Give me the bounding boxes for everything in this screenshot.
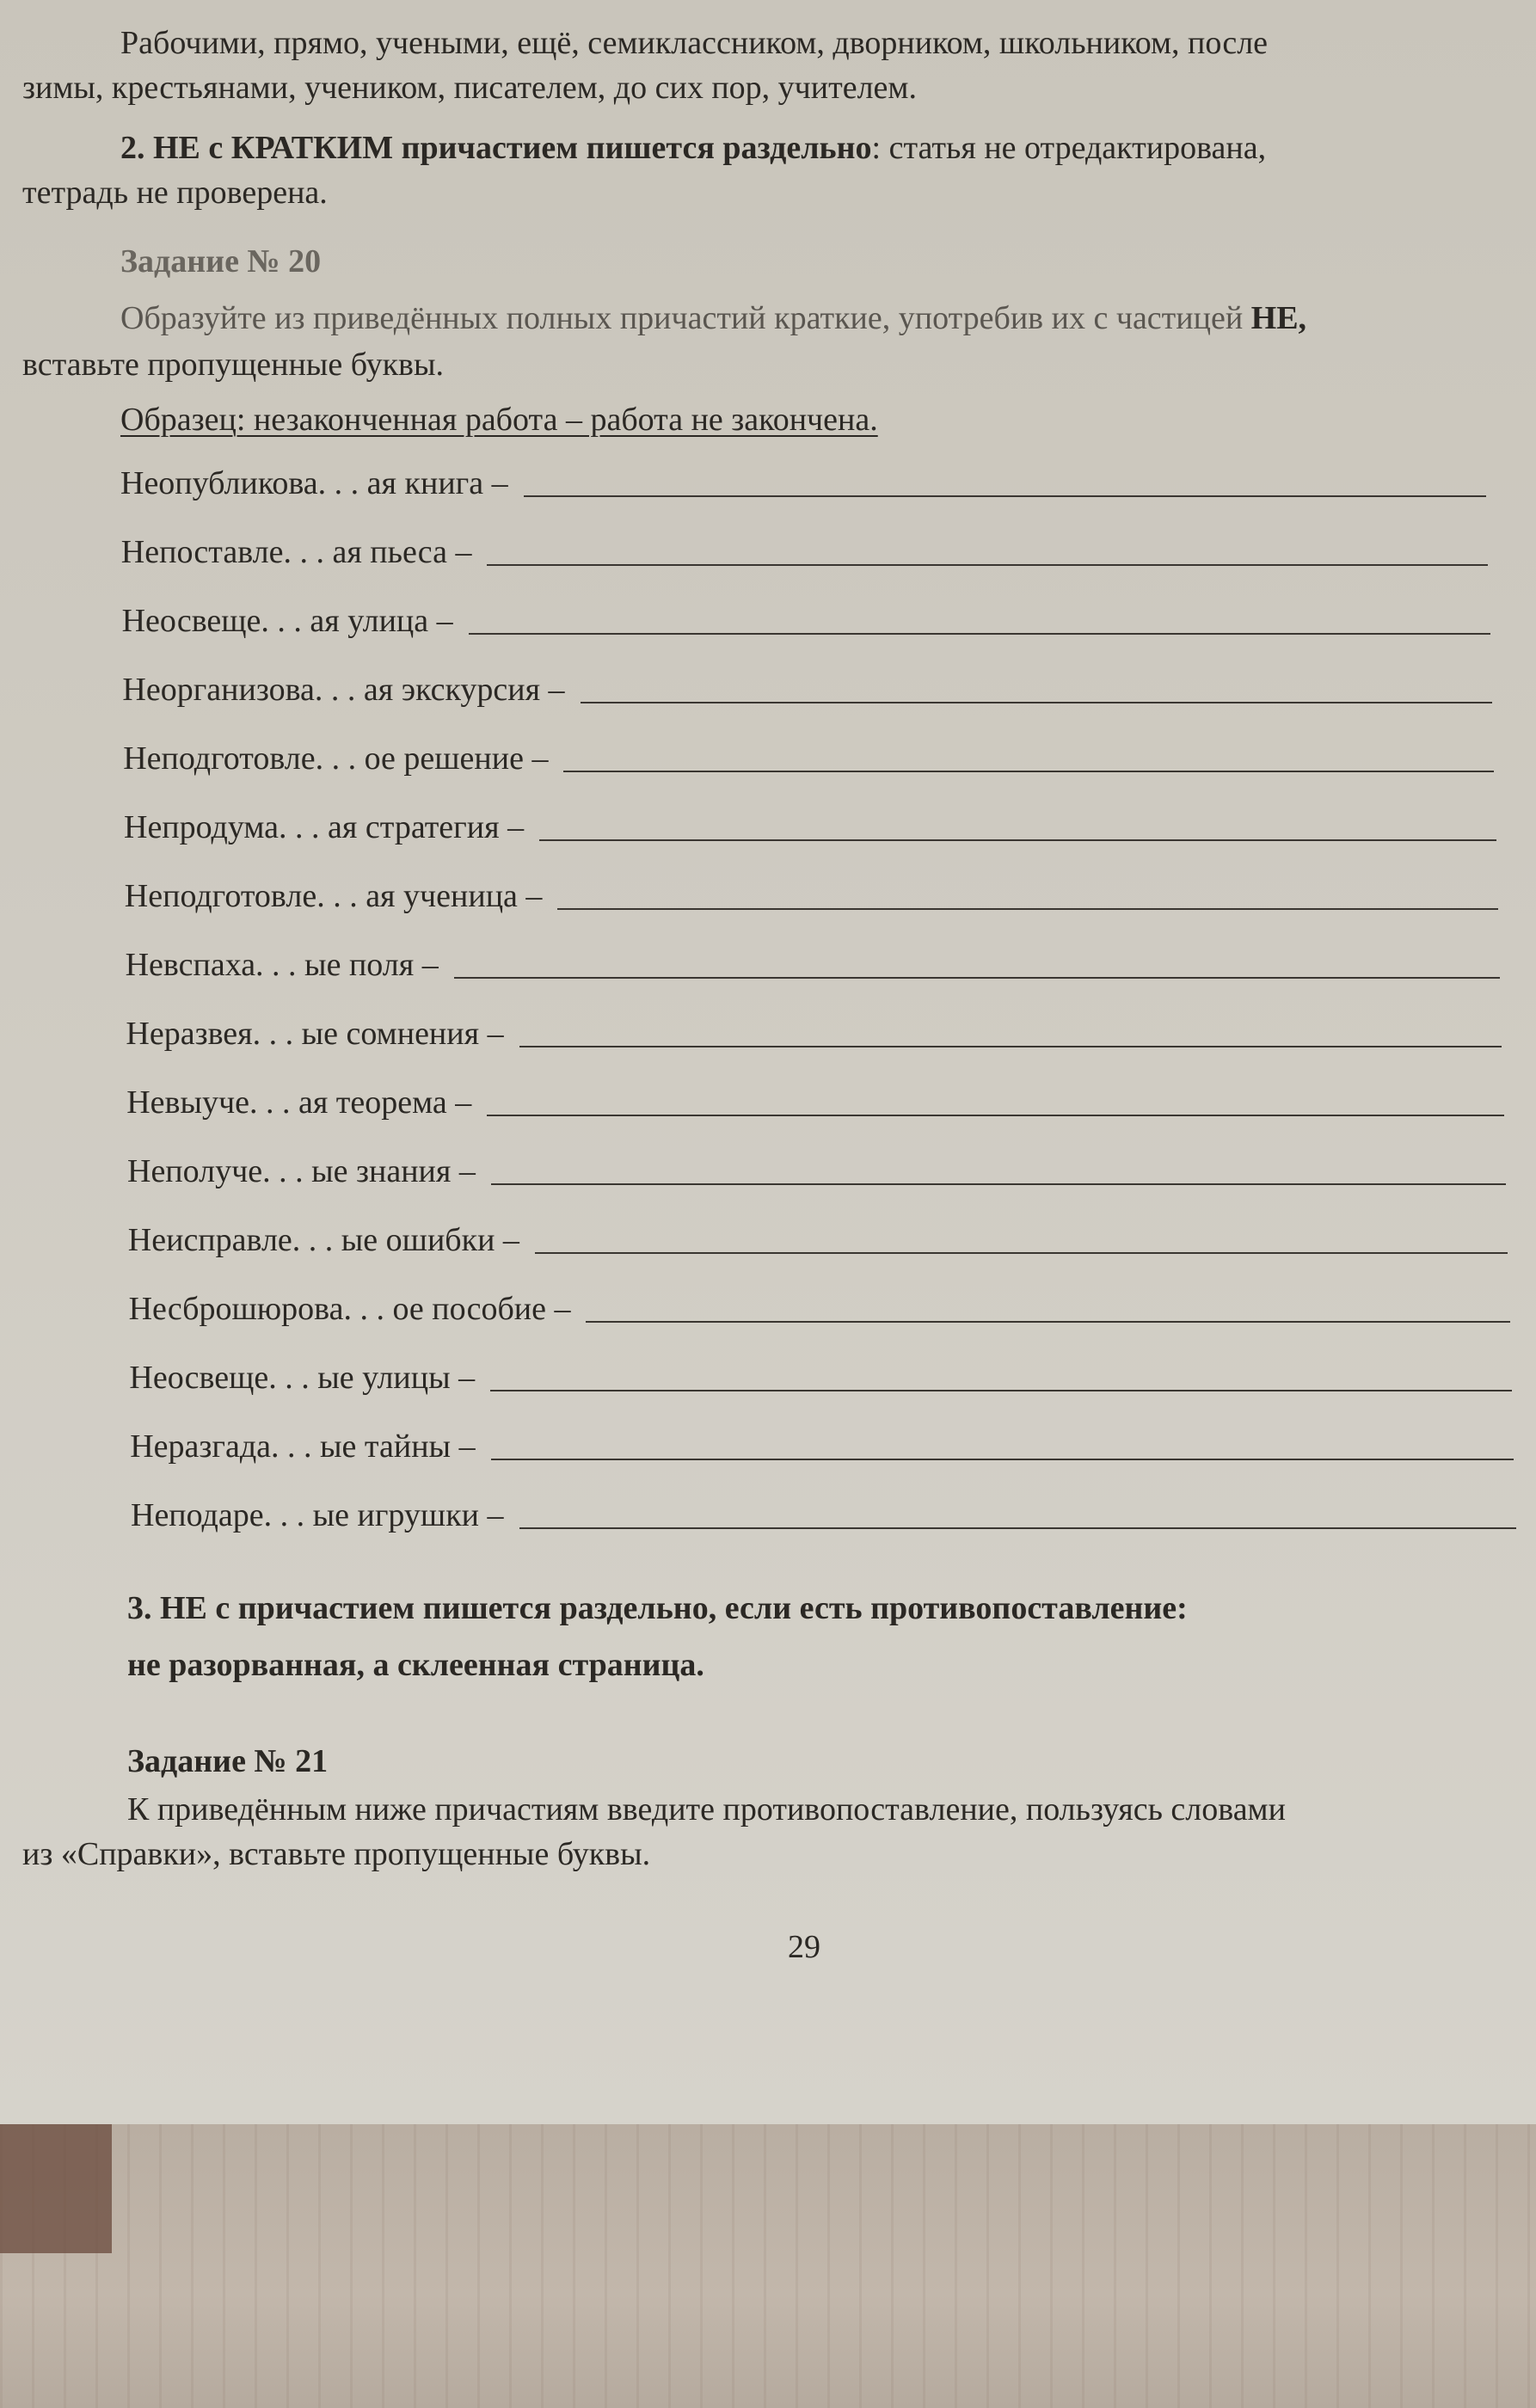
task-20-instruction-text: Образуйте из приведённых полных причастий краткие, употребив их с частицей [120, 300, 1251, 336]
task-21-line-1: К приведённым ниже причастиям введите противопоставление, пользуясь словами [127, 1791, 1286, 1828]
exercise-row [128, 1221, 1508, 1259]
exercise-item-text: Неосвеще. . . ые улицы – [129, 1360, 476, 1396]
exercise-row [126, 1015, 1502, 1053]
exercise-item-text: Невспаха. . . ые поля – [125, 947, 439, 983]
exercise-item-text: Неподготовле. . . ая ученица – [124, 878, 543, 914]
rule-2-example: : статья не отредактирована, [871, 130, 1267, 166]
exercise-item-text: Непродума. . . ая стратегия – [124, 809, 525, 845]
exercise-row [125, 877, 1498, 915]
exercise-item-text: Неисправле. . . ые ошибки – [127, 1222, 519, 1258]
rule-3-line-2: не разорванная, а склеенная страница. [127, 1647, 704, 1683]
rule-2-line-2: тетрадь не проверена. [22, 175, 328, 211]
task-20-instruction [120, 299, 1306, 337]
exercise-row [124, 808, 1496, 846]
answer-blank-line[interactable] [519, 1527, 1516, 1529]
exercise-item-text: Несброшюрова. . . ое пособие – [128, 1291, 571, 1327]
ne-particle: НЕ, [1250, 300, 1307, 336]
intro-line-1: Рабочими, прямо, учеными, ещё, семиклассником, дворником, школьником, после [120, 25, 1269, 61]
answer-blank-line[interactable] [491, 1183, 1506, 1185]
exercise-item-text: Неподаре. . . ые игрушки – [131, 1497, 504, 1533]
page-number: 29 [788, 1929, 820, 1965]
task-21-line-2: из «Справки», вставьте пропущенные буквы. [22, 1836, 651, 1872]
task-20-instruction-line-2: вставьте пропущенные буквы. [22, 347, 445, 383]
answer-blank-line[interactable] [524, 495, 1486, 497]
answer-blank-line[interactable] [535, 1252, 1508, 1254]
exercise-item-text: Непоставле. . . ая пьеса – [120, 534, 472, 570]
exercise-row [121, 533, 1489, 571]
exercise-item-text: Неорганизова. . . ая экскурсия – [122, 672, 565, 708]
intro-line-2: зимы, крестьянами, учеником, писателем, до сих пор, учителем. [22, 70, 917, 106]
answer-blank-line[interactable] [581, 702, 1492, 703]
desk-dark-spot [0, 2124, 112, 2253]
exercise-item-text: Неразвея. . . ые сомнения – [126, 1016, 504, 1052]
exercise-row [126, 1084, 1504, 1121]
exercise-item-text: Неразгада. . . ые тайны – [130, 1428, 476, 1465]
answer-blank-line[interactable] [491, 1459, 1514, 1460]
answer-blank-line[interactable] [487, 1115, 1503, 1116]
answer-blank-line[interactable] [586, 1321, 1509, 1323]
answer-blank-line[interactable] [490, 1390, 1512, 1391]
exercise-row [123, 740, 1494, 777]
exercise-row [131, 1496, 1516, 1534]
exercise-item-text: Неподготовле. . . ое решение – [123, 740, 549, 777]
task-21-title: Задание № 21 [127, 1743, 329, 1779]
exercise-row [126, 946, 1501, 984]
exercise-row [129, 1290, 1510, 1328]
exercise-item-text: Неопубликова. . . ая книга – [120, 465, 508, 501]
answer-blank-line[interactable] [563, 771, 1494, 772]
exercise-item-text: Неосвеще. . . ая улица – [121, 603, 453, 639]
task-20-sample: Образец: незаконченная работа – работа не закончена. [120, 402, 878, 438]
exercise-row [130, 1428, 1514, 1465]
answer-blank-line[interactable] [519, 1046, 1502, 1047]
answer-blank-line[interactable] [469, 633, 1490, 635]
wooden-desk-surface [0, 2124, 1536, 2408]
rule-2 [120, 129, 1266, 167]
rule-2-heading: 2. НЕ с КРАТКИМ причастием пишется раздельно [120, 130, 872, 166]
task-20-title: Задание № 20 [120, 243, 322, 280]
exercise-row [129, 1359, 1512, 1397]
answer-blank-line[interactable] [539, 839, 1496, 841]
exercise-row [120, 464, 1486, 502]
exercise-row [127, 1152, 1506, 1190]
exercise-item-text: Неполуче. . . ые знания – [127, 1153, 476, 1189]
exercise-row [122, 602, 1490, 640]
answer-blank-line[interactable] [454, 977, 1500, 979]
answer-blank-line[interactable] [557, 908, 1497, 910]
rule-3-line-1: 3. НЕ с причастием пишется раздельно, если есть противопоставление: [127, 1590, 1188, 1626]
answer-blank-line[interactable] [487, 564, 1488, 566]
exercise-row [122, 671, 1492, 709]
exercise-item-text: Невыуче. . . ая теорема – [126, 1084, 472, 1121]
